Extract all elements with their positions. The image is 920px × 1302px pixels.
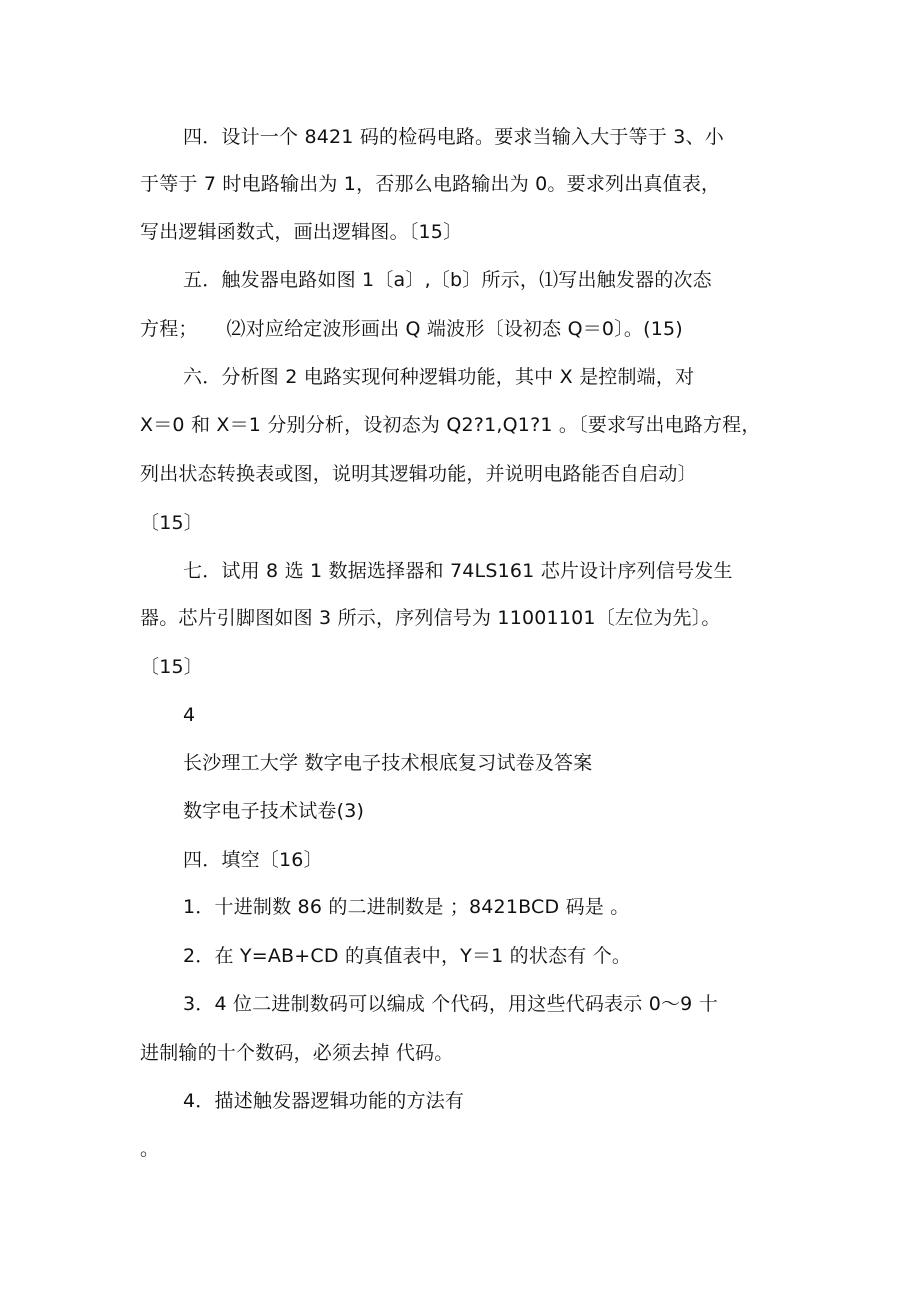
exam-title: 数字电子技术试卷(3) — [183, 800, 365, 822]
question-4-line-2: 于等于 7 时电路输出为 1，否那么电路输出为 0。要求列出真值表， — [140, 173, 721, 195]
question-7-line-1: 七．试用 8 选 1 数据选择器和 74LS161 芯片设计序列信号发生 — [183, 560, 733, 582]
blank-3-line-1: 3．4 位二进制数码可以编成 个代码，用这些代码表示 0～9 十 — [183, 993, 718, 1015]
question-7-score: 〔15〕 — [140, 656, 203, 678]
question-5-line-1: 五．触发器电路如图 1〔a〕,〔b〕所示，⑴写出触发器的次态 — [183, 269, 712, 291]
blank-4-line-2: 。 — [140, 1138, 160, 1160]
section-heading: 四．填空〔16〕 — [183, 849, 323, 871]
blank-3-line-2: 进制输的十个数码，必须去掉 代码。 — [140, 1042, 454, 1064]
question-6-line-1: 六．分析图 2 电路实现何种逻辑功能，其中 X 是控制端，对 — [183, 366, 695, 388]
question-7-line-2: 器。芯片引脚图如图 3 所示，序列信号为 11001101〔左位为先〕。 — [140, 607, 721, 629]
blank-4-line-1: 4．描述触发器逻辑功能的方法有 — [183, 1090, 465, 1112]
question-6-line-2: X＝0 和 X＝1 分别分析，设初态为 Q2?1,Q1?1 。〔要求写出电路方程， — [140, 414, 761, 436]
page-number: 4 — [183, 704, 196, 726]
blank-1-line: 1．十进制数 86 的二进制数是 ；8421BCD 码是 。 — [183, 896, 630, 918]
question-6-score: 〔15〕 — [140, 512, 203, 534]
document-title: 长沙理工大学 数字电子技术根底复习试卷及答案 — [183, 752, 593, 774]
question-6-line-3: 列出状态转换表或图，说明其逻辑功能，并说明电路能否自启动〕 — [140, 463, 697, 485]
blank-2-line: 2．在 Y=AB+CD 的真值表中，Y＝1 的状态有 个。 — [183, 945, 632, 967]
question-4-line-3: 写出逻辑函数式，画出逻辑图。〔15〕 — [140, 221, 463, 243]
question-4-line-1: 四．设计一个 8421 码的检码电路。要求当输入大于等于 3、小 — [183, 126, 724, 148]
question-5-line-2: 方程； ⑵对应给定波形画出 Q 端波形〔设初态 Q＝0〕。(15) — [140, 318, 683, 340]
